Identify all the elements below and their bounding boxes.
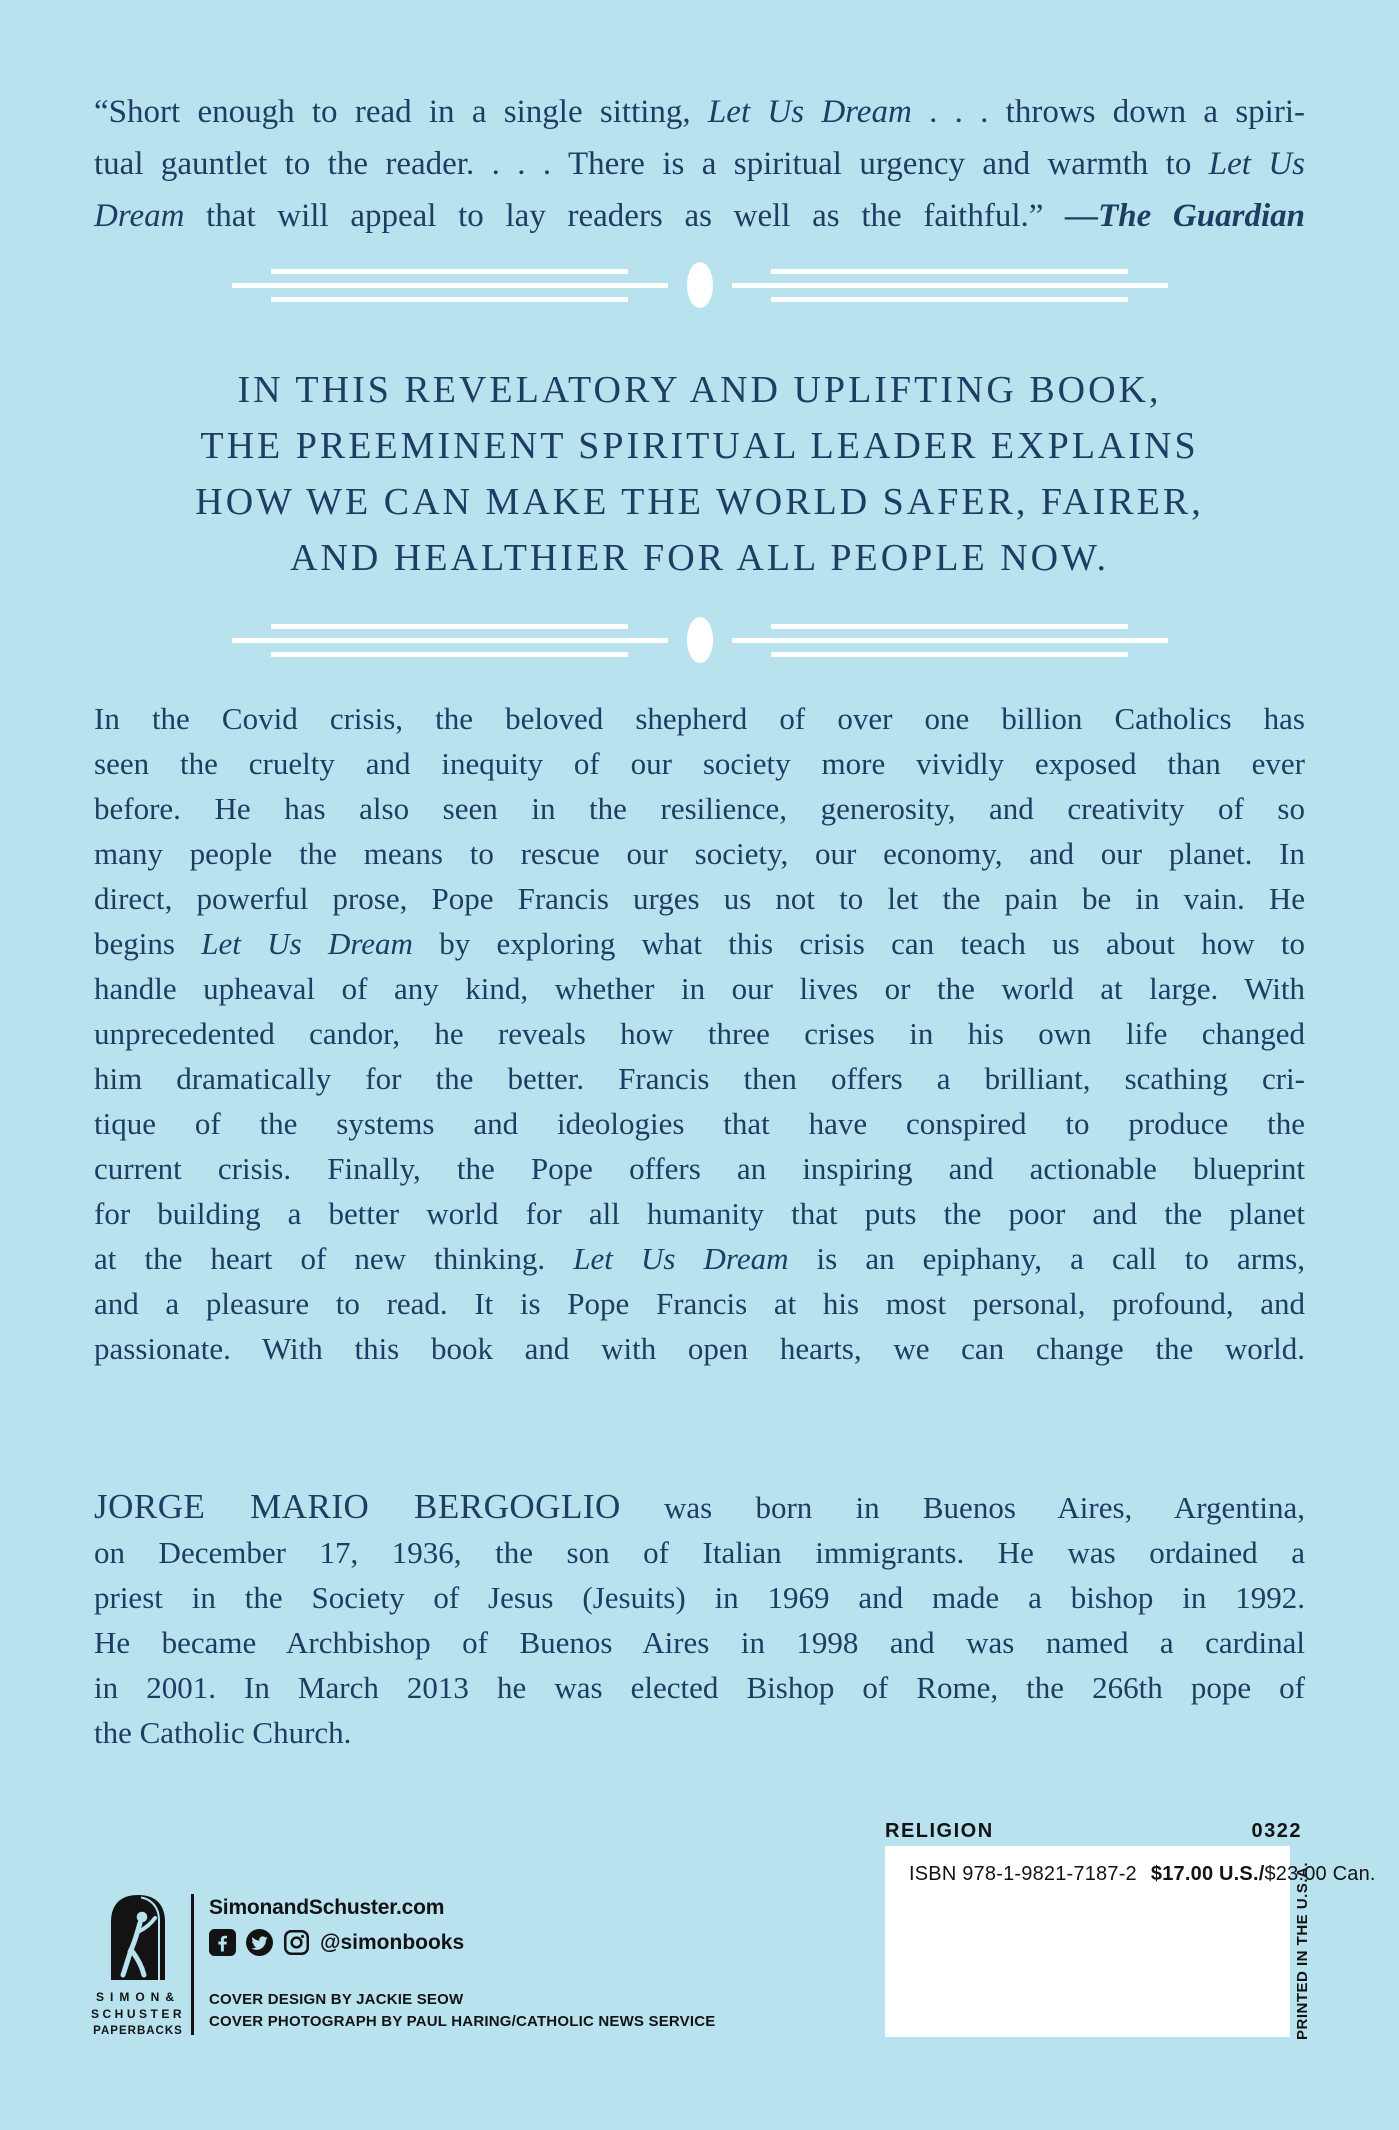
instagram-icon xyxy=(283,1929,310,1956)
text-line: HOW WE CAN MAKE THE WORLD SAFER, FAIRER, xyxy=(195,481,1204,523)
publisher-logo xyxy=(91,1892,186,2040)
text-line: AND HEALTHIER FOR ALL PEOPLE NOW. xyxy=(290,537,1109,579)
social-row xyxy=(209,1929,716,1956)
facebook-icon xyxy=(209,1929,236,1956)
text-line: him dramatically for the better. Francis then offers a brilliant, scathing cri- xyxy=(94,1061,1305,1096)
divider-dot xyxy=(687,617,713,663)
printed-notice: PRINTED IN THE U.S.A. xyxy=(1294,1861,1311,2040)
edition-code: 0322 xyxy=(1251,1820,1302,1842)
text-line: for building a better world for all humanity that puts the poor and the planet xyxy=(94,1196,1305,1231)
text-line: Dream that will appeal to lay readers as well as the faithful.” —The Guardian xyxy=(94,198,1305,234)
credit-design: COVER DESIGN BY JACKIE SEOW xyxy=(209,1991,464,2008)
text-line: unprecedented candor, he reveals how three crises in his own life changed xyxy=(94,1016,1305,1051)
text-line: begins Let Us Dream by exploring what this crisis can teach us about how to xyxy=(94,926,1306,961)
text-line: tual gauntlet to the reader. . . . There is a spiritual urgency and warmth to Let Us xyxy=(94,146,1306,182)
publisher-logo-text: SIMON& SCHUSTER PAPERBACKS xyxy=(91,1990,186,2037)
text-line: THE PREEMINENT SPIRITUAL LEADER EXPLAINS xyxy=(200,425,1199,467)
text-line: “Short enough to read in a single sitting, Let Us Dream . . . throws down a spiri- xyxy=(94,94,1305,130)
price-us: $17.00 U.S./ xyxy=(1150,1863,1265,1885)
social-handle: @simonbooks xyxy=(320,1930,465,1954)
headline xyxy=(60,362,1339,586)
text-line: at the heart of new thinking. Let Us Dream is an epiphany, a call to arms, xyxy=(94,1241,1305,1276)
text-line: seen the cruelty and inequity of our society more vividly exposed than ever xyxy=(94,746,1305,781)
divider-lines-left xyxy=(232,269,668,302)
text-line: In the Covid crisis, the beloved shepherd of over one billion Catholics has xyxy=(94,701,1305,736)
isbn-number: ISBN 978-1-9821-7187-2 xyxy=(909,1863,1137,1885)
credit-photo: COVER PHOTOGRAPH BY PAUL HARING/CATHOLIC NEWS SERVICE xyxy=(209,2013,716,2030)
text-line: in 2001. In March 2013 he was elected Bishop of Rome, the 266th pope of xyxy=(94,1670,1305,1705)
text-line: before. He has also seen in the resilience, generosity, and creativity of so xyxy=(94,791,1305,826)
divider-dot xyxy=(687,262,713,308)
divider-lines-right xyxy=(732,624,1168,657)
text-line: and a pleasure to read. It is Pope Francis at his most personal, profound, and xyxy=(94,1286,1305,1321)
twitter-icon xyxy=(246,1929,273,1956)
text-line: passionate. With this book and with open hearts, we can change the world. xyxy=(94,1331,1305,1366)
price-can: $23.00 Can. xyxy=(1264,1863,1376,1885)
text-line: many people the means to rescue our society, our economy, and our planet. In xyxy=(94,836,1305,871)
text-line: on December 17, 1936, the son of Italian immigrants. He was ordained a xyxy=(94,1535,1305,1570)
cover-credits xyxy=(209,1989,716,2033)
text-line: tique of the systems and ideologies that have conspired to produce the xyxy=(94,1106,1305,1141)
review-quote xyxy=(94,86,1305,242)
simon-schuster-sower-logo-icon xyxy=(109,1892,167,1980)
publisher-website: SimonandSchuster.com xyxy=(209,1896,445,1919)
text-line: handle upheaval of any kind, whether in our lives or the world at large. With xyxy=(94,971,1305,1006)
text-line: current crisis. Finally, the Pope offers an inspiring and actionable blueprint xyxy=(94,1151,1305,1186)
ornament-divider-top xyxy=(0,262,1399,308)
divider-rule xyxy=(191,1894,194,2035)
text-line: priest in the Society of Jesus (Jesuits) in 1969 and made a bishop in 1992. xyxy=(94,1580,1305,1615)
author-bio xyxy=(94,1484,1305,1755)
text-line: the Catholic Church. xyxy=(94,1715,352,1750)
divider-lines-right xyxy=(732,269,1168,302)
isbn-row xyxy=(909,1863,1376,1886)
divider-lines-left xyxy=(232,624,668,657)
book-description xyxy=(94,696,1305,1371)
publisher-block xyxy=(91,1892,716,2040)
category-row xyxy=(885,1820,1302,1843)
text-line: JORGE MARIO BERGOGLIO was born in Buenos Aires, Argentina, xyxy=(94,1487,1305,1526)
ornament-divider-bottom xyxy=(0,617,1399,663)
category-label: RELIGION xyxy=(885,1820,994,1842)
text-line: He became Archbishop of Buenos Aires in 1998 and was named a cardinal xyxy=(94,1625,1305,1660)
text-line: direct, powerful prose, Pope Francis urges us not to let the pain be in vain. He xyxy=(94,881,1305,916)
text-line: IN THIS REVELATORY AND UPLIFTING BOOK, xyxy=(237,369,1162,411)
